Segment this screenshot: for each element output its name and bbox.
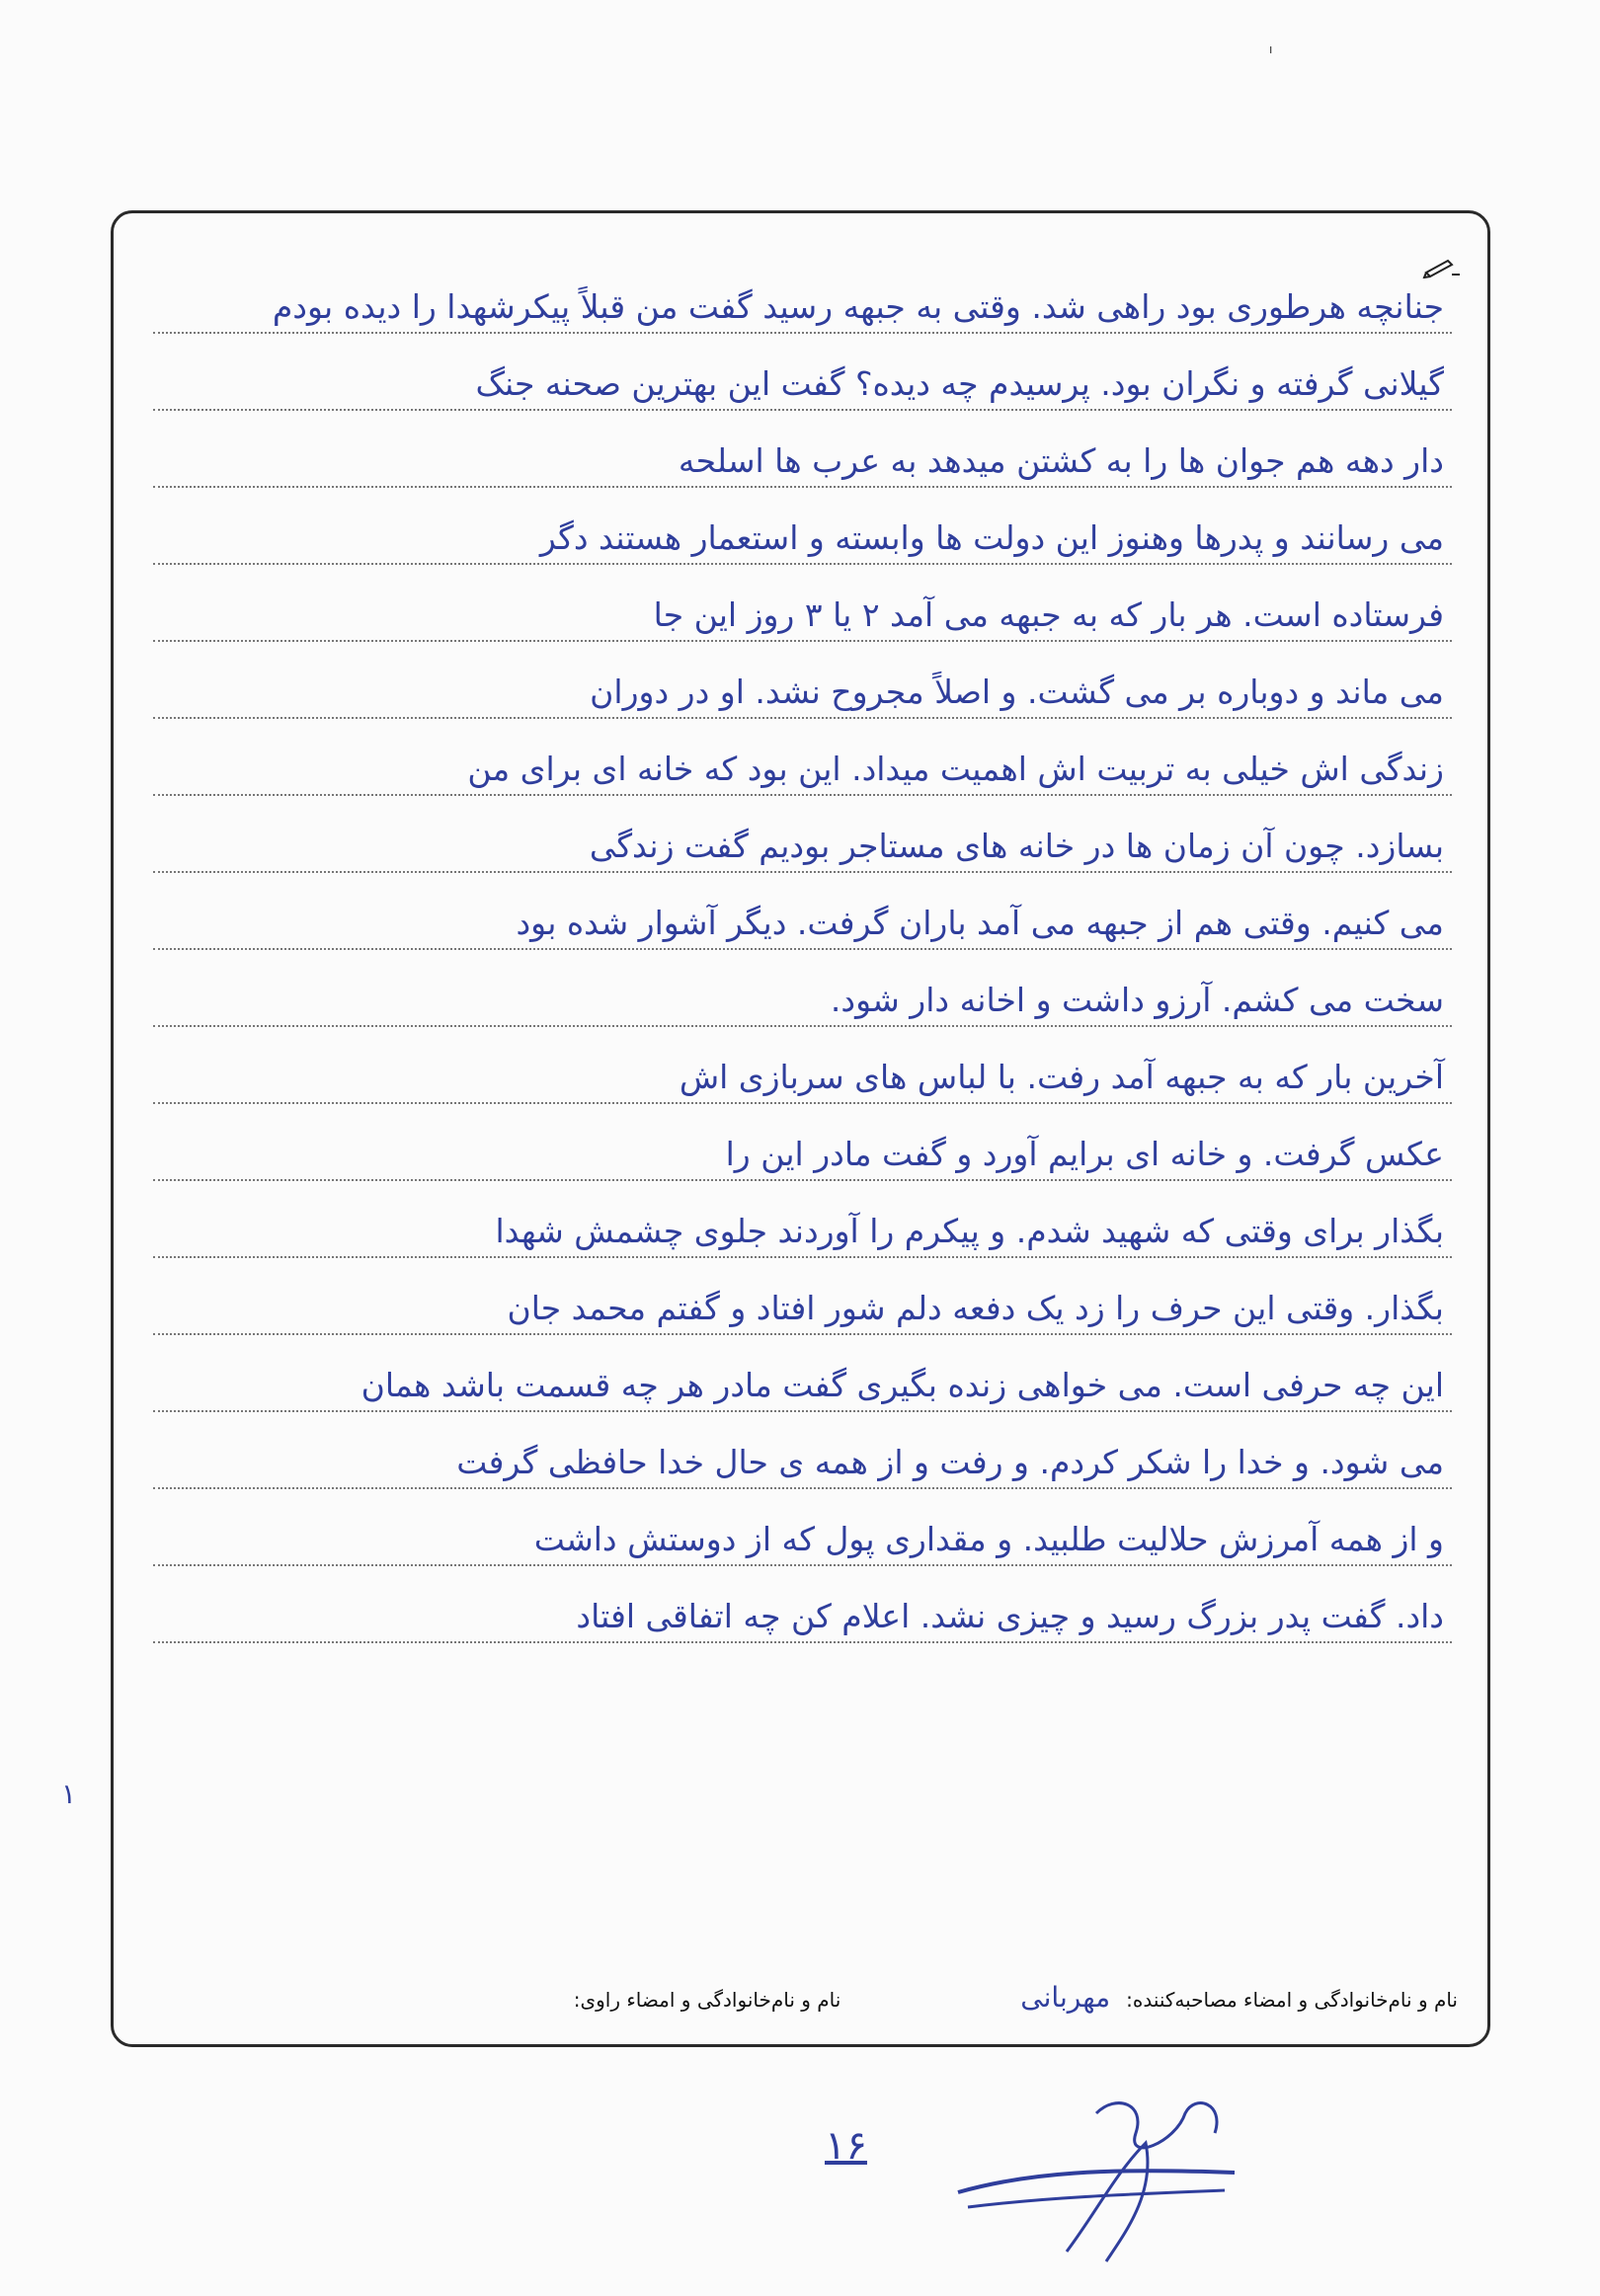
- text-line: گیلانی گرفته و نگران بود. پرسیدم چه دیده؟ گفت این بهترین صحنه جنگ: [153, 334, 1452, 411]
- text-line: آخرین بار که به جبهه آمد رفت. با لباس های سربازی اش: [153, 1027, 1452, 1104]
- text-line: و از همه آمرزش حلالیت طلبید. و مقداری پول که از دوستش داشت: [153, 1489, 1452, 1566]
- text-line: بگذار. وقتی این حرف را زد یک دفعه دلم شور افتاد و گفتم محمد جان: [153, 1258, 1452, 1335]
- narrator-label: نام و نام‌خانوادگی و امضاء راوی:: [573, 1988, 841, 2012]
- margin-mark: ۱: [61, 1778, 77, 1810]
- text-line: سخت می کشم. آرزو داشت و اخانه دار شود.: [153, 950, 1452, 1027]
- interviewer-signature: مهربانی: [1020, 1981, 1111, 2014]
- text-line: می ماند و دوباره بر می گشت. و اصلاً مجروح نشد. او در دوران: [153, 642, 1452, 719]
- text-line: زندگی اش خیلی به تربیت اش اهمیت میداد. این بود که خانه ای برای من: [153, 719, 1452, 796]
- handwritten-text-lines: [153, 257, 1452, 1643]
- writing-frame: [111, 210, 1490, 2047]
- text-line: می شود. و خدا را شکر کردم. و رفت و از همه ی حال خدا حافظی گرفت: [153, 1412, 1452, 1489]
- page-number: ۱۶: [825, 2123, 867, 2169]
- text-line: بسازد. چون آن زمان ها در خانه های مستاجر بودیم گفت زندگی: [153, 796, 1452, 873]
- text-line: داد. گفت پدر بزرگ رسید و چیزی نشد. اعلام کن چه اتفاقی افتاد: [153, 1566, 1452, 1643]
- text-line: این چه حرفی است. می خواهی زنده بگیری گفت مادر هر چه قسمت باشد همان: [153, 1335, 1452, 1412]
- text-line: عکس گرفت. و خانه ای برایم آورد و گفت مادر این را: [153, 1104, 1452, 1181]
- interviewer-label: نام و نام‌خانوادگی و امضاء مصاحبه‌کننده:: [1126, 1988, 1458, 2012]
- text-line: می رسانند و پدرها وهنوز این دولت ها وابسته و استعمار هستند دگر: [153, 488, 1452, 565]
- top-mark: ᴵ: [1269, 43, 1273, 64]
- text-line: فرستاده است. هر بار که به جبهه می آمد ۲ یا ۳ روز این جا: [153, 565, 1452, 642]
- handwritten-signature: [948, 2074, 1244, 2271]
- signature-footer: [153, 1981, 1458, 2014]
- text-line: دار دهه هم جوان ها را به کشتن میدهد به عرب ها اسلحه: [153, 411, 1452, 488]
- text-line: بگذار برای وقتی که شهید شدم. و پیکرم را آوردند جلوی چشمش شهدا: [153, 1181, 1452, 1258]
- text-line: جنانچه هرطوری بود راهی شد. وقتی به جبهه رسید گفت من قبلاً پیکرشهدا را دیده بودم: [153, 257, 1452, 334]
- text-line: می کنیم. وقتی هم از جبهه می آمد باران گرفت. دیگر آشوار شده بود: [153, 873, 1452, 950]
